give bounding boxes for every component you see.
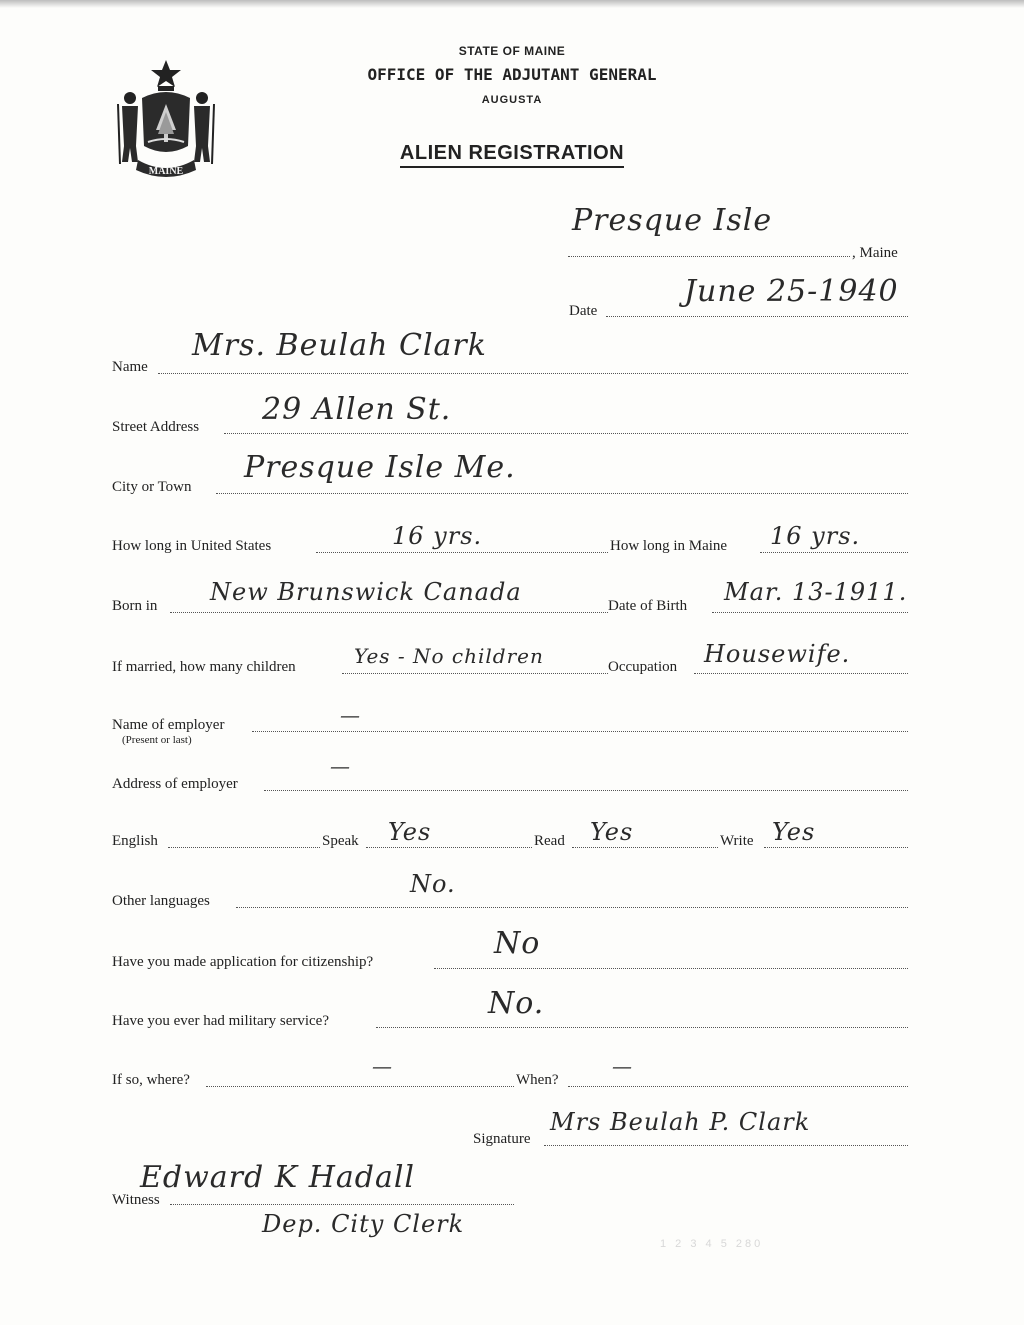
signature-label: Signature bbox=[473, 1131, 531, 1147]
date-line bbox=[606, 316, 908, 317]
form-title: ALIEN REGISTRATION bbox=[0, 142, 1024, 165]
born-in-line bbox=[170, 612, 608, 613]
employer-line bbox=[252, 731, 908, 732]
english-line bbox=[168, 847, 320, 848]
military-value: No. bbox=[488, 986, 545, 1021]
me-duration-line bbox=[760, 552, 908, 553]
citizenship-label: Have you made application for citizenship? bbox=[112, 954, 374, 970]
when-line bbox=[568, 1086, 908, 1087]
us-duration-line bbox=[316, 552, 608, 553]
write-line bbox=[764, 847, 908, 848]
children-line bbox=[342, 673, 608, 674]
place-line bbox=[568, 256, 850, 257]
employer-address-value: — bbox=[330, 754, 351, 778]
speak-line bbox=[366, 847, 532, 848]
born-in-value: New Brunswick Canada bbox=[210, 578, 522, 606]
street-label: Street Address bbox=[112, 419, 200, 435]
where-label: If so, where? bbox=[112, 1072, 190, 1088]
employer-address-label: Address of employer bbox=[112, 776, 238, 792]
speak-value: Yes bbox=[388, 818, 432, 846]
citizenship-value: No bbox=[494, 926, 541, 961]
occupation-label: Occupation bbox=[608, 659, 678, 675]
occupation-value: Housewife. bbox=[704, 640, 851, 668]
faint-stamp: 1 2 3 4 5 280 bbox=[660, 1238, 764, 1250]
place-suffix: , Maine bbox=[852, 245, 898, 261]
city-label: City or Town bbox=[112, 479, 192, 495]
witness-label: Witness bbox=[112, 1192, 160, 1208]
header-state: STATE OF MAINE bbox=[458, 44, 566, 58]
children-value: Yes - No children bbox=[354, 644, 544, 668]
scan-edge bbox=[0, 0, 1024, 8]
write-label: Write bbox=[720, 833, 754, 849]
name-label: Name bbox=[112, 359, 148, 375]
read-label: Read bbox=[534, 833, 565, 849]
signature-value: Mrs Beulah P. Clark bbox=[550, 1108, 811, 1136]
street-line bbox=[224, 433, 908, 434]
us-duration-value: 16 yrs. bbox=[392, 522, 483, 550]
employer-value: — bbox=[340, 703, 361, 727]
military-label: Have you ever had military service? bbox=[112, 1013, 329, 1029]
street-value: 29 Allen St. bbox=[262, 392, 452, 427]
signature-line bbox=[544, 1145, 908, 1146]
place-value: Presque Isle bbox=[572, 203, 773, 238]
us-duration-label: How long in United States bbox=[112, 538, 272, 554]
dob-line bbox=[712, 612, 908, 613]
header-office: OFFICE OF THE ADJUTANT GENERAL bbox=[367, 65, 657, 84]
witness-value: Edward K Hadall bbox=[140, 1160, 416, 1195]
city-line bbox=[216, 493, 908, 494]
witness-title: Dep. City Clerk bbox=[262, 1210, 465, 1238]
dob-label: Date of Birth bbox=[608, 598, 688, 614]
where-value: — bbox=[372, 1054, 393, 1078]
date-value: June 25-1940 bbox=[684, 274, 899, 309]
me-duration-label: How long in Maine bbox=[610, 538, 728, 554]
date-label: Date bbox=[569, 303, 598, 319]
svg-text:MAINE: MAINE bbox=[148, 166, 184, 177]
read-line bbox=[572, 847, 718, 848]
other-languages-line bbox=[236, 907, 908, 908]
witness-line bbox=[170, 1204, 514, 1205]
city-value: Presque Isle Me. bbox=[244, 450, 516, 485]
other-languages-label: Other languages bbox=[112, 893, 210, 909]
name-value: Mrs. Beulah Clark bbox=[192, 328, 487, 363]
citizenship-line bbox=[434, 968, 908, 969]
dob-value: Mar. 13-1911. bbox=[724, 578, 908, 606]
employer-address-line bbox=[264, 790, 908, 791]
me-duration-value: 16 yrs. bbox=[770, 522, 861, 550]
write-value: Yes bbox=[772, 818, 816, 846]
employer-sublabel: (Present or last) bbox=[122, 734, 192, 746]
english-label: English bbox=[112, 833, 158, 849]
read-value: Yes bbox=[590, 818, 634, 846]
where-line bbox=[206, 1086, 514, 1087]
when-label: When? bbox=[516, 1072, 559, 1088]
name-line bbox=[158, 373, 908, 374]
employer-label: Name of employer bbox=[112, 717, 225, 733]
children-label: If married, how many children bbox=[112, 659, 296, 675]
born-in-label: Born in bbox=[112, 598, 158, 614]
occupation-line bbox=[694, 673, 908, 674]
speak-label: Speak bbox=[322, 833, 359, 849]
header-city: AUGUSTA bbox=[481, 94, 543, 106]
military-line bbox=[376, 1027, 908, 1028]
when-value: — bbox=[612, 1054, 633, 1078]
other-languages-value: No. bbox=[410, 870, 456, 898]
